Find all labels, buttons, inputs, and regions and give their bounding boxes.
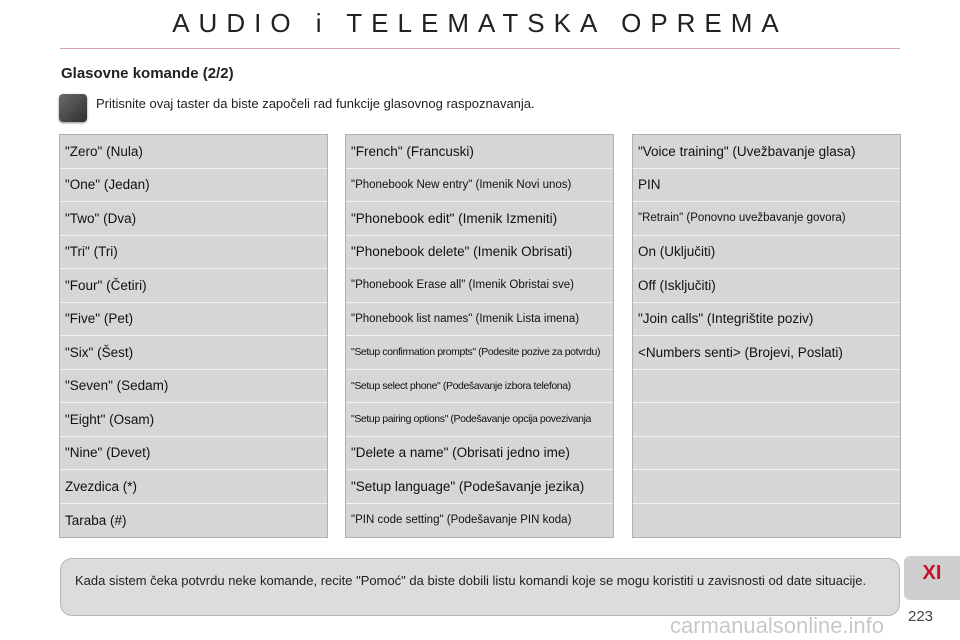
- voice-button-icon: [59, 94, 87, 122]
- chapter-tab-label: XI: [922, 562, 942, 584]
- command-cell: [633, 403, 900, 437]
- command-cell: "Setup select phone" (Podešavanje izbora telefona): [346, 370, 613, 404]
- command-cell: "Two" (Dva): [60, 202, 327, 236]
- command-cell: "Join calls" (Integrištite poziv): [633, 303, 900, 337]
- command-cell: Zvezdica (*): [60, 470, 327, 504]
- command-cell: "Six" (Šest): [60, 336, 327, 370]
- section-title: Glasovne komande (2/2): [61, 65, 234, 82]
- command-cell: Taraba (#): [65, 512, 127, 528]
- command-cell: "Phonebook delete" (Imenik Obrisati): [346, 236, 613, 270]
- command-cell: "One" (Jedan): [60, 169, 327, 203]
- command-cell: "Voice training" (Uvežbavanje glasa): [633, 135, 900, 169]
- command-cell: "Four" (Četiri): [60, 269, 327, 303]
- command-cell: [633, 437, 900, 471]
- command-column-2: [345, 134, 614, 538]
- command-cell: "Zero" (Nula): [60, 135, 327, 169]
- command-cell: [633, 370, 900, 404]
- command-cell: "Phonebook Erase all" (Imenik Obristai sve): [346, 269, 613, 303]
- command-cell: Off (Isključiti): [633, 269, 900, 303]
- command-cell: [633, 470, 900, 504]
- command-cell: <Numbers senti> (Brojevi, Poslati): [633, 336, 900, 370]
- command-cell: "French" (Francuski): [346, 135, 613, 169]
- command-cell: "Retrain" (Ponovno uvežbavanje govora): [633, 202, 900, 236]
- watermark: carmanualsonline.info: [670, 613, 885, 638]
- command-cell: "PIN code setting" (Podešavanje PIN koda): [351, 514, 572, 527]
- command-cell: [633, 504, 900, 538]
- page-number: 223: [908, 608, 934, 625]
- command-column-1: [59, 134, 328, 538]
- command-cell: "Setup pairing options" (Podešavanje opcija povezivanja: [346, 403, 613, 437]
- command-cell: "Phonebook edit" (Imenik Izmeniti): [346, 202, 613, 236]
- command-cell: On (Uključiti): [633, 236, 900, 270]
- command-cell: "Eight" (Osam): [60, 403, 327, 437]
- command-cell: "Nine" (Devet): [60, 437, 327, 471]
- command-cell: "Phonebook list names" (Imenik Lista imena): [346, 303, 613, 337]
- info-note: Kada sistem čeka potvrdu neke komande, recite "Pomoć" da biste dobili listu komandi koje se mogu koristiti u zavisnosti od date situacije.: [60, 558, 900, 616]
- title-divider: [60, 48, 900, 49]
- command-cell: "Tri" (Tri): [60, 236, 327, 270]
- command-column-3: [632, 134, 901, 538]
- command-cell: "Delete a name" (Obrisati jedno ime): [346, 437, 613, 471]
- intro-text: Pritisnite ovaj taster da biste započeli rad funkcije glasovnog raspoznavanja.: [96, 96, 535, 111]
- command-cell: "Phonebook New entry" (Imenik Novi unos): [346, 169, 613, 203]
- command-cell: PIN: [633, 169, 900, 203]
- command-cell: "Setup language" (Podešavanje jezika): [346, 470, 613, 504]
- command-cell: "Five" (Pet): [60, 303, 327, 337]
- command-cell: "Setup confirmation prompts" (Podesite pozive za potvrdu): [346, 336, 613, 370]
- command-cell: "Seven" (Sedam): [60, 370, 327, 404]
- page-title: AUDIO i TELEMATSKA OPREMA: [172, 8, 788, 38]
